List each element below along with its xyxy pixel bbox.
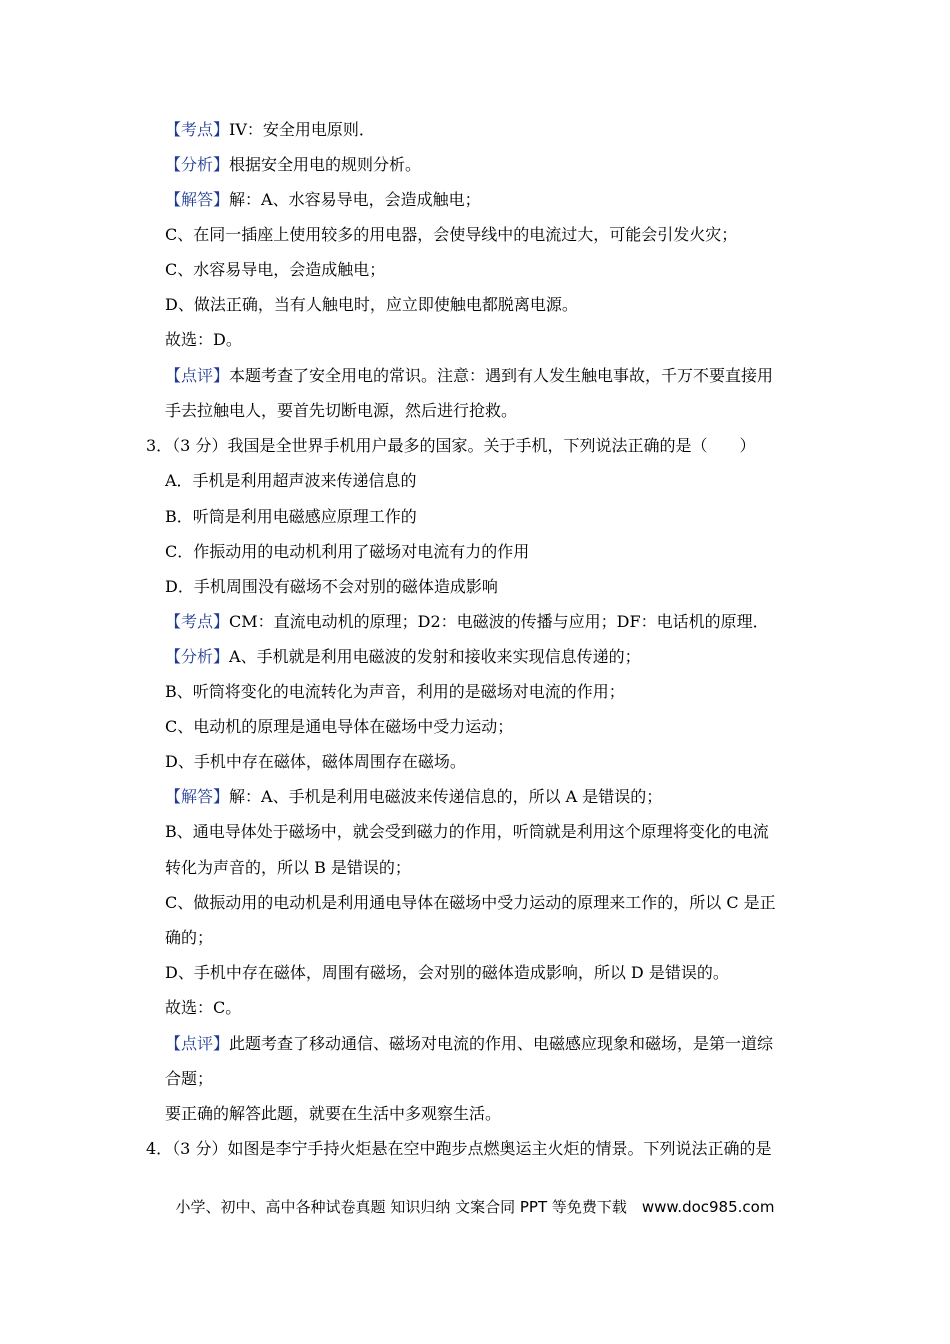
footer-banner: 小学、初中、高中各种试卷真题 知识归纳 文案合同 PPT 等免费下载 www.doc985.com xyxy=(175,1198,775,1216)
answer-line: 故选：C。 xyxy=(165,998,242,1017)
option-c: C．作振动用的电动机利用了磁场对电流有力的作用 xyxy=(165,542,530,561)
option-d: D．手机周围没有磁场不会对别的磁体造成影响 xyxy=(165,577,498,596)
dianping-text: 此题考查了移动通信、磁场对电流的作用、电磁感应现象和磁场，是第一道综 xyxy=(229,1034,774,1053)
solution-line: C、水容易导电，会造成触电； xyxy=(165,260,386,279)
dianping-continuation: 手去拉触电人，要首先切断电源，然后进行抢救。 xyxy=(165,401,518,420)
dianping-tag: 【点评】 xyxy=(165,1034,230,1053)
kaodian-text: IV：安全用电原则． xyxy=(229,120,375,139)
dianping-line xyxy=(165,1034,773,1054)
jieda-line xyxy=(165,190,481,210)
answer-line: 故选：D。 xyxy=(165,330,242,349)
fenxi-text: A、手机就是利用电磁波的发射和接收来实现信息传递的； xyxy=(229,647,641,666)
analysis-line: C、电动机的原理是通电导体在磁场中受力运动； xyxy=(165,717,514,736)
solution-line: B、通电导体处于磁场中，就会受到磁力的作用，听筒就是利用这个原理将变化的电流 xyxy=(165,822,769,841)
kaodian-tag: 【考点】 xyxy=(165,120,230,139)
kaodian-line xyxy=(165,612,769,632)
kaodian-text: CM：直流电动机的原理；D2：电磁波的传播与应用；DF：电话机的原理． xyxy=(229,612,769,631)
jieda-line xyxy=(165,787,662,807)
jieda-tag: 【解答】 xyxy=(165,787,230,806)
fenxi-text: 根据安全用电的规则分析。 xyxy=(229,155,422,174)
fenxi-line xyxy=(165,647,641,667)
fenxi-tag: 【分析】 xyxy=(165,155,230,174)
kaodian-line xyxy=(165,120,375,140)
dianping-text: 本题考查了安全用电的常识。注意：遇到有人发生触电事故，千万不要直接用 xyxy=(229,366,774,385)
dianping-continuation: 要正确的解答此题，就要在生活中多观察生活。 xyxy=(165,1104,502,1123)
dianping-line xyxy=(165,366,773,386)
fenxi-tag: 【分析】 xyxy=(165,647,230,666)
jieda-tag: 【解答】 xyxy=(165,190,230,209)
question-4-stem: 4．（3 分）如图是李宁手持火炬悬在空中跑步点燃奥运主火炬的情景。下列说法正确的是 xyxy=(146,1139,772,1158)
question-3-stem: 3．（3 分）我国是全世界手机用户最多的国家。关于手机，下列说法正确的是（ ） xyxy=(146,436,756,455)
dianping-tag: 【点评】 xyxy=(165,366,230,385)
solution-line: D、做法正确，当有人触电时，应立即使触电都脱离电源。 xyxy=(165,295,578,314)
analysis-line: D、手机中存在磁体，磁体周围存在磁场。 xyxy=(165,752,466,771)
option-b: B．听筒是利用电磁感应原理工作的 xyxy=(165,507,417,526)
solution-line: C、在同一插座上使用较多的用电器，会使导线中的电流过大，可能会引发火灾； xyxy=(165,225,738,244)
analysis-line: B、听筒将变化的电流转化为声音，利用的是磁场对电流的作用； xyxy=(165,682,625,701)
solution-line: D、手机中存在磁体，周围有磁场，会对别的磁体造成影响，所以 D 是错误的。 xyxy=(165,963,729,982)
option-a: A．手机是利用超声波来传递信息的 xyxy=(165,471,417,490)
jieda-text: 解：A、手机是利用电磁波来传递信息的，所以 A 是错误的； xyxy=(229,787,663,806)
solution-line: 转化为声音的，所以 B 是错误的； xyxy=(165,858,411,877)
kaodian-tag: 【考点】 xyxy=(165,612,230,631)
fenxi-line xyxy=(165,155,421,175)
jieda-text: 解：A、水容易导电，会造成触电； xyxy=(229,190,481,209)
solution-line: C、做振动用的电动机是利用通电导体在磁场中受力运动的原理来工作的，所以 C 是正 xyxy=(165,893,776,912)
solution-line: 确的； xyxy=(165,928,214,947)
dianping-continuation: 合题； xyxy=(165,1069,214,1088)
